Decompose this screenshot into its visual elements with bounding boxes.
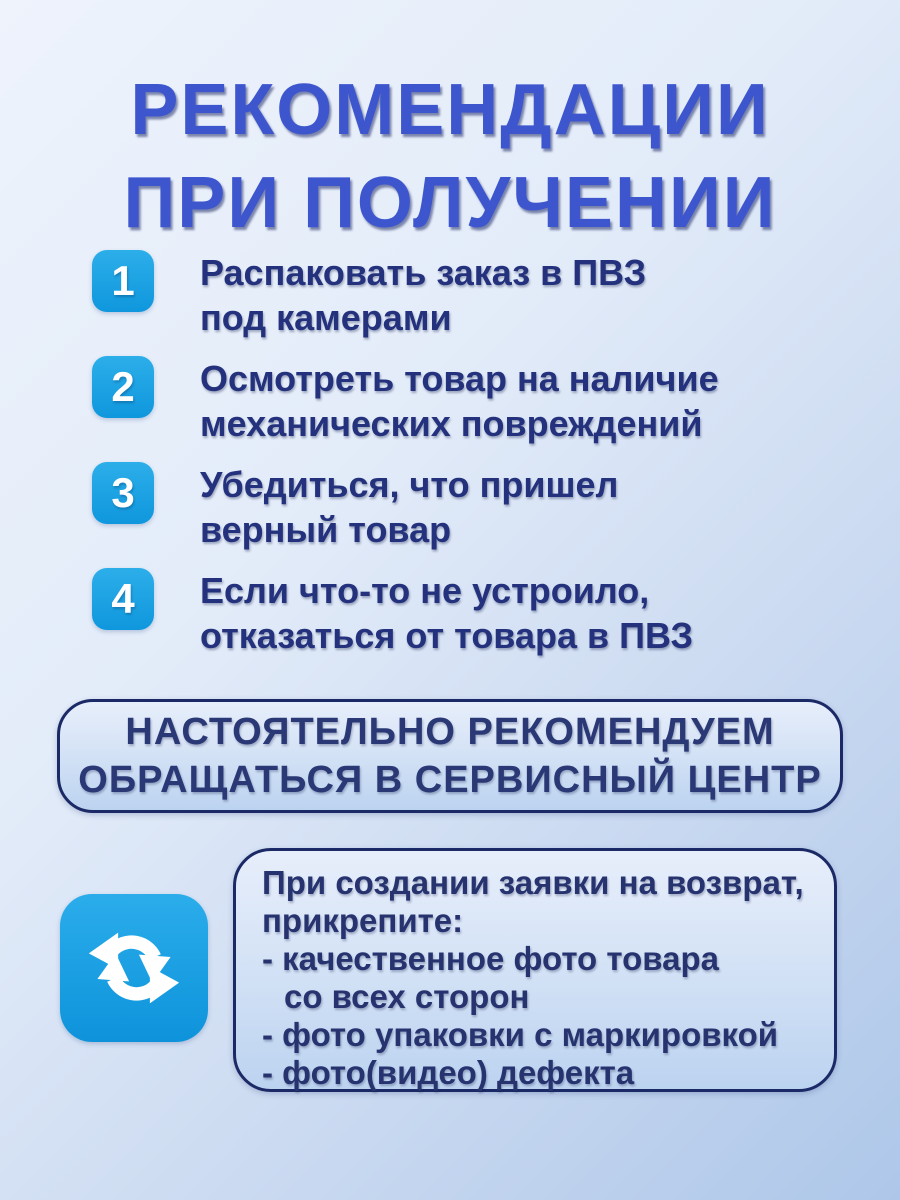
step-4-line-2: отказаться от товара в ПВЗ [200,615,694,656]
return-line-1: При создании заявки на возврат, [262,864,804,901]
exchange-icon-tile [60,894,208,1042]
step-2-line-1: Осмотреть товар на наличие [200,358,719,399]
step-row-2 [92,356,719,446]
page-title-line-1: РЕКОМЕНДАЦИИ [130,70,770,150]
step-row-4 [92,568,693,658]
step-text-3 [200,462,618,552]
step-number-badge-1: 1 [92,250,154,312]
return-line-6: - фото(видео) дефекта [262,1054,635,1091]
step-row-3 [92,462,618,552]
exchange-arrows-icon [73,907,195,1029]
step-2-line-2: механических повреждений [200,403,703,444]
step-text-1 [200,250,646,340]
step-text-2 [200,356,719,446]
step-text-4 [200,568,693,658]
notice-line-2: ОБРАЩАТЬСЯ В СЕРВИСНЫЙ ЦЕНТР [78,759,822,801]
step-number-badge-3: 3 [92,462,154,524]
step-number-badge-4: 4 [92,568,154,630]
step-row-1 [92,250,646,340]
step-3-line-1: Убедиться, что пришел [200,464,619,505]
page-title [0,64,900,250]
return-line-2: прикрепите: [262,902,464,939]
step-1-line-1: Распаковать заказ в ПВЗ [200,252,647,293]
notice-line-1: НАСТОЯТЕЛЬНО РЕКОМЕНДУЕМ [125,711,775,753]
return-line-5: - фото упаковки с маркировкой [262,1016,779,1053]
step-4-line-1: Если что-то не устроило, [200,570,650,611]
page-title-line-2: ПРИ ПОЛУЧЕНИИ [123,163,777,243]
return-line-4: со всех сторон [284,978,530,1015]
service-center-notice-box [57,699,843,813]
return-instructions-box [233,848,837,1092]
return-line-3: - качественное фото товара [262,940,719,977]
step-1-line-2: под камерами [200,297,452,338]
step-3-line-2: верный товар [200,509,452,550]
step-number-badge-2: 2 [92,356,154,418]
